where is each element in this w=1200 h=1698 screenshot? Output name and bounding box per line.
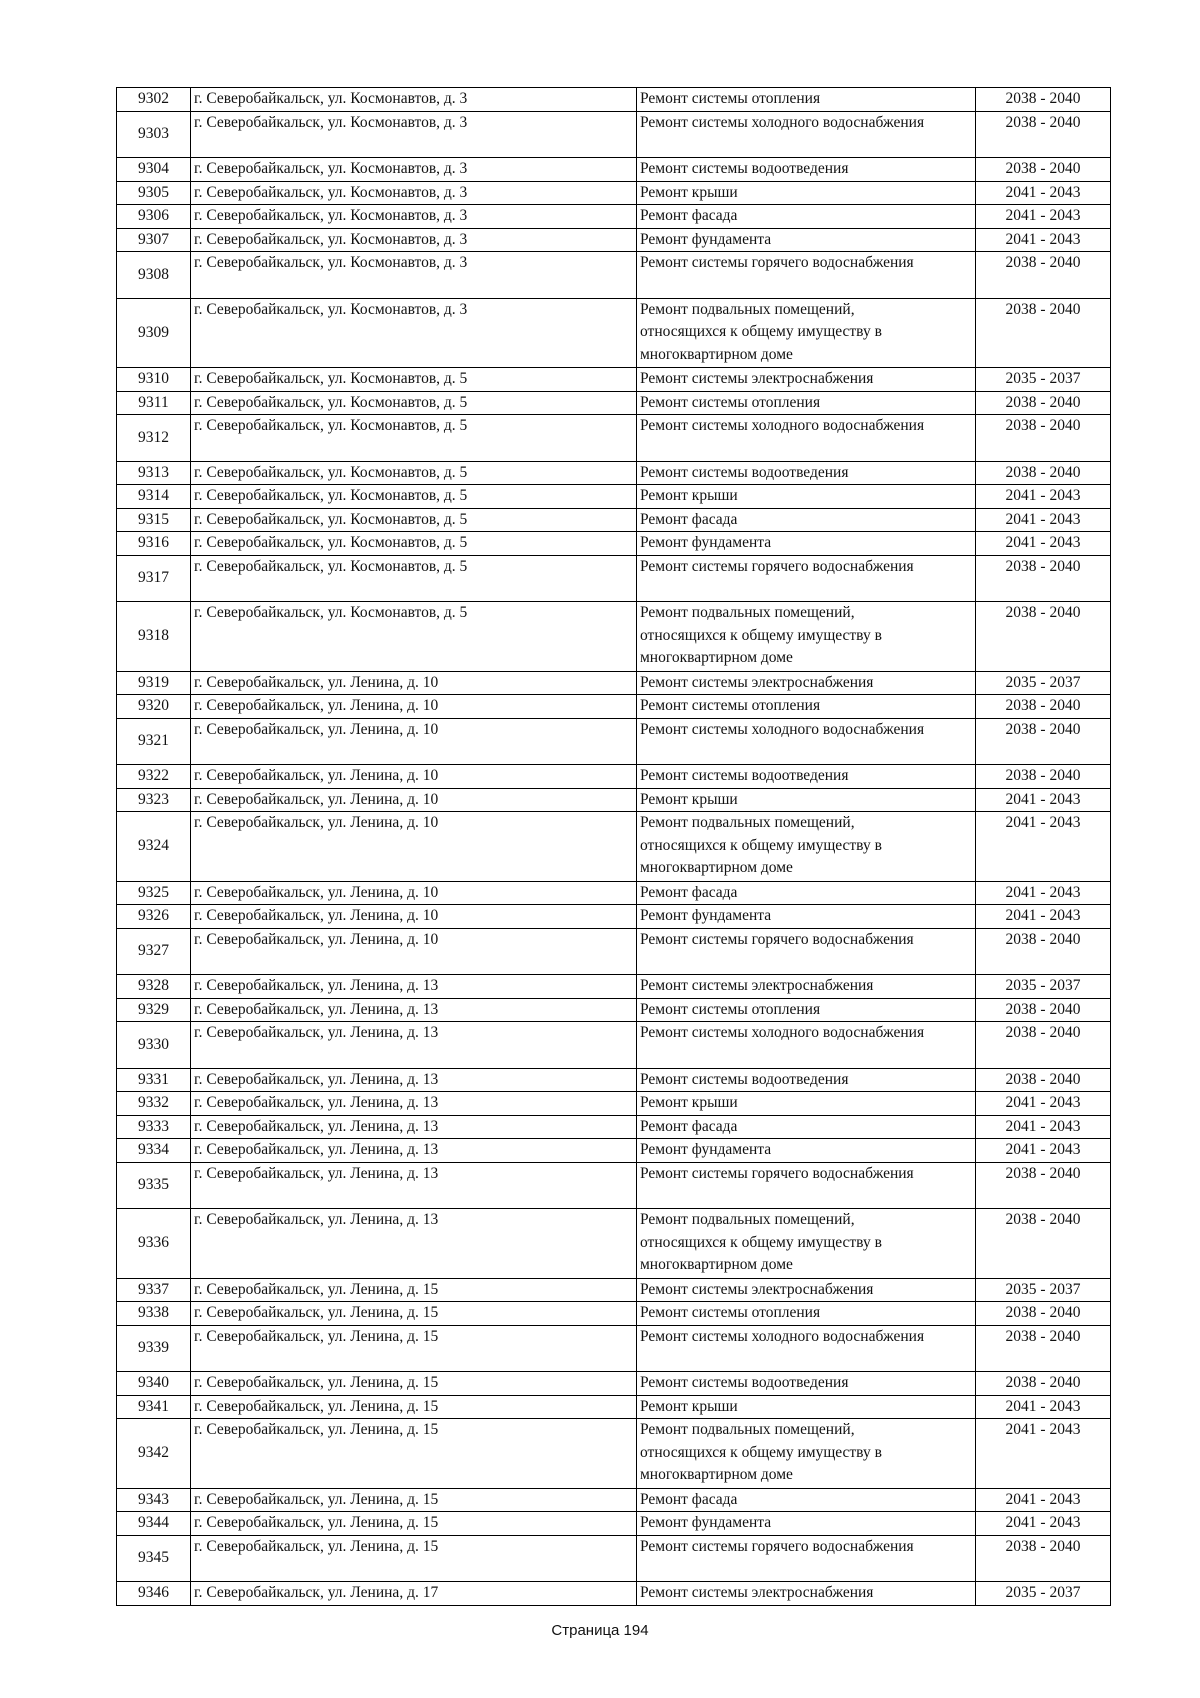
row-address: г. Северобайкальск, ул. Ленина, д. 13 xyxy=(191,998,637,1022)
row-number: 9314 xyxy=(117,485,191,509)
row-address: г. Северобайкальск, ул. Ленина, д. 13 xyxy=(191,1068,637,1092)
table-row xyxy=(117,368,1111,392)
table-row xyxy=(117,228,1111,252)
row-work-type: Ремонт системы горячего водоснабжения xyxy=(637,555,976,602)
row-address: г. Северобайкальск, ул. Ленина, д. 10 xyxy=(191,812,637,882)
row-number: 9332 xyxy=(117,1092,191,1116)
row-number: 9302 xyxy=(117,88,191,112)
row-work-type: Ремонт системы холодного водоснабжения xyxy=(637,111,976,158)
table-row xyxy=(117,765,1111,789)
table-row xyxy=(117,1582,1111,1606)
row-work-type: Ремонт подвальных помещений, относящихся к общему имуществу в многоквартирном доме xyxy=(637,602,976,672)
row-number: 9327 xyxy=(117,928,191,975)
table-row xyxy=(117,1209,1111,1279)
row-number: 9306 xyxy=(117,205,191,229)
table-row xyxy=(117,1512,1111,1536)
row-work-type: Ремонт подвальных помещений, относящихся к общему имуществу в многоквартирном доме xyxy=(637,812,976,882)
row-address: г. Северобайкальск, ул. Ленина, д. 10 xyxy=(191,788,637,812)
row-number: 9303 xyxy=(117,111,191,158)
row-work-type: Ремонт системы электроснабжения xyxy=(637,1278,976,1302)
table-row xyxy=(117,485,1111,509)
row-address: г. Северобайкальск, ул. Космонавтов, д. 3 xyxy=(191,298,637,368)
row-work-type: Ремонт системы электроснабжения xyxy=(637,368,976,392)
row-work-type: Ремонт системы холодного водоснабжения xyxy=(637,415,976,462)
table-row xyxy=(117,718,1111,765)
table-row xyxy=(117,695,1111,719)
table-row xyxy=(117,508,1111,532)
row-address: г. Северобайкальск, ул. Ленина, д. 10 xyxy=(191,928,637,975)
row-work-type: Ремонт фундамента xyxy=(637,228,976,252)
table-row xyxy=(117,1419,1111,1489)
row-address: г. Северобайкальск, ул. Ленина, д. 13 xyxy=(191,1209,637,1279)
table-row xyxy=(117,298,1111,368)
row-address: г. Северобайкальск, ул. Ленина, д. 13 xyxy=(191,1139,637,1163)
table-row xyxy=(117,158,1111,182)
row-number: 9335 xyxy=(117,1162,191,1209)
row-number: 9329 xyxy=(117,998,191,1022)
row-work-type: Ремонт фасада xyxy=(637,1115,976,1139)
row-number: 9319 xyxy=(117,671,191,695)
row-number: 9339 xyxy=(117,1325,191,1372)
row-number: 9331 xyxy=(117,1068,191,1092)
row-address: г. Северобайкальск, ул. Космонавтов, д. 5 xyxy=(191,485,637,509)
row-address: г. Северобайкальск, ул. Ленина, д. 15 xyxy=(191,1535,637,1582)
row-period: 2038 - 2040 xyxy=(976,602,1111,672)
row-period: 2038 - 2040 xyxy=(976,1325,1111,1372)
row-work-type: Ремонт системы горячего водоснабжения xyxy=(637,1162,976,1209)
table-row xyxy=(117,532,1111,556)
row-number: 9322 xyxy=(117,765,191,789)
row-work-type: Ремонт крыши xyxy=(637,485,976,509)
row-period: 2038 - 2040 xyxy=(976,695,1111,719)
table-row xyxy=(117,671,1111,695)
row-number: 9343 xyxy=(117,1488,191,1512)
row-period: 2041 - 2043 xyxy=(976,532,1111,556)
row-address: г. Северобайкальск, ул. Ленина, д. 17 xyxy=(191,1582,637,1606)
table-row xyxy=(117,998,1111,1022)
row-number: 9325 xyxy=(117,881,191,905)
table-row xyxy=(117,88,1111,112)
row-period: 2041 - 2043 xyxy=(976,1419,1111,1489)
row-number: 9346 xyxy=(117,1582,191,1606)
table-row xyxy=(117,205,1111,229)
row-number: 9315 xyxy=(117,508,191,532)
row-period: 2038 - 2040 xyxy=(976,461,1111,485)
row-address: г. Северобайкальск, ул. Ленина, д. 13 xyxy=(191,1092,637,1116)
row-address: г. Северобайкальск, ул. Космонавтов, д. 5 xyxy=(191,508,637,532)
row-period: 2041 - 2043 xyxy=(976,1092,1111,1116)
row-address: г. Северобайкальск, ул. Космонавтов, д. 3 xyxy=(191,205,637,229)
row-address: г. Северобайкальск, ул. Ленина, д. 10 xyxy=(191,695,637,719)
row-period: 2041 - 2043 xyxy=(976,1395,1111,1419)
table-row xyxy=(117,1488,1111,1512)
row-number: 9318 xyxy=(117,602,191,672)
row-work-type: Ремонт фасада xyxy=(637,205,976,229)
row-number: 9308 xyxy=(117,252,191,299)
row-work-type: Ремонт подвальных помещений, относящихся к общему имуществу в многоквартирном доме xyxy=(637,1419,976,1489)
row-address: г. Северобайкальск, ул. Космонавтов, д. 3 xyxy=(191,228,637,252)
row-address: г. Северобайкальск, ул. Ленина, д. 10 xyxy=(191,765,637,789)
row-number: 9320 xyxy=(117,695,191,719)
row-number: 9310 xyxy=(117,368,191,392)
row-number: 9330 xyxy=(117,1022,191,1069)
row-address: г. Северобайкальск, ул. Космонавтов, д. 5 xyxy=(191,368,637,392)
row-work-type: Ремонт системы холодного водоснабжения xyxy=(637,1325,976,1372)
row-work-type: Ремонт подвальных помещений, относящихся к общему имуществу в многоквартирном доме xyxy=(637,1209,976,1279)
row-address: г. Северобайкальск, ул. Ленина, д. 15 xyxy=(191,1372,637,1396)
table-row xyxy=(117,1115,1111,1139)
row-work-type: Ремонт системы электроснабжения xyxy=(637,975,976,999)
row-address: г. Северобайкальск, ул. Ленина, д. 10 xyxy=(191,905,637,929)
row-period: 2035 - 2037 xyxy=(976,671,1111,695)
row-number: 9333 xyxy=(117,1115,191,1139)
row-work-type: Ремонт крыши xyxy=(637,1092,976,1116)
row-number: 9324 xyxy=(117,812,191,882)
row-number: 9328 xyxy=(117,975,191,999)
row-period: 2041 - 2043 xyxy=(976,1115,1111,1139)
table-row xyxy=(117,1278,1111,1302)
row-work-type: Ремонт фундамента xyxy=(637,1512,976,1536)
table-row xyxy=(117,1302,1111,1326)
row-period: 2038 - 2040 xyxy=(976,158,1111,182)
row-period: 2038 - 2040 xyxy=(976,1535,1111,1582)
row-period: 2038 - 2040 xyxy=(976,718,1111,765)
row-period: 2041 - 2043 xyxy=(976,228,1111,252)
row-period: 2035 - 2037 xyxy=(976,1278,1111,1302)
table-row xyxy=(117,928,1111,975)
table-row xyxy=(117,812,1111,882)
row-number: 9313 xyxy=(117,461,191,485)
row-address: г. Северобайкальск, ул. Ленина, д. 10 xyxy=(191,718,637,765)
row-work-type: Ремонт системы водоотведения xyxy=(637,1372,976,1396)
row-work-type: Ремонт системы отопления xyxy=(637,88,976,112)
row-number: 9309 xyxy=(117,298,191,368)
row-work-type: Ремонт системы горячего водоснабжения xyxy=(637,1535,976,1582)
row-number: 9304 xyxy=(117,158,191,182)
row-address: г. Северобайкальск, ул. Космонавтов, д. 3 xyxy=(191,181,637,205)
row-work-type: Ремонт системы отопления xyxy=(637,391,976,415)
row-period: 2038 - 2040 xyxy=(976,1068,1111,1092)
table-row xyxy=(117,1395,1111,1419)
row-work-type: Ремонт системы водоотведения xyxy=(637,1068,976,1092)
table-row xyxy=(117,111,1111,158)
row-period: 2038 - 2040 xyxy=(976,391,1111,415)
row-address: г. Северобайкальск, ул. Космонавтов, д. 5 xyxy=(191,532,637,556)
row-number: 9317 xyxy=(117,555,191,602)
row-number: 9312 xyxy=(117,415,191,462)
row-work-type: Ремонт фундамента xyxy=(637,1139,976,1163)
row-period: 2038 - 2040 xyxy=(976,1162,1111,1209)
row-number: 9340 xyxy=(117,1372,191,1396)
row-work-type: Ремонт фундамента xyxy=(637,905,976,929)
row-period: 2041 - 2043 xyxy=(976,788,1111,812)
row-address: г. Северобайкальск, ул. Ленина, д. 15 xyxy=(191,1488,637,1512)
table-row xyxy=(117,1139,1111,1163)
row-address: г. Северобайкальск, ул. Ленина, д. 15 xyxy=(191,1325,637,1372)
row-work-type: Ремонт системы отопления xyxy=(637,1302,976,1326)
row-address: г. Северобайкальск, ул. Ленина, д. 13 xyxy=(191,1162,637,1209)
row-work-type: Ремонт системы отопления xyxy=(637,998,976,1022)
table-row xyxy=(117,602,1111,672)
row-period: 2038 - 2040 xyxy=(976,1302,1111,1326)
row-number: 9334 xyxy=(117,1139,191,1163)
row-address: г. Северобайкальск, ул. Ленина, д. 15 xyxy=(191,1395,637,1419)
row-period: 2041 - 2043 xyxy=(976,205,1111,229)
table-row xyxy=(117,391,1111,415)
row-work-type: Ремонт системы холодного водоснабжения xyxy=(637,718,976,765)
row-period: 2038 - 2040 xyxy=(976,928,1111,975)
row-number: 9345 xyxy=(117,1535,191,1582)
row-period: 2035 - 2037 xyxy=(976,975,1111,999)
row-number: 9326 xyxy=(117,905,191,929)
row-address: г. Северобайкальск, ул. Космонавтов, д. 3 xyxy=(191,158,637,182)
row-work-type: Ремонт системы электроснабжения xyxy=(637,671,976,695)
row-number: 9305 xyxy=(117,181,191,205)
table-row xyxy=(117,1022,1111,1069)
row-work-type: Ремонт крыши xyxy=(637,788,976,812)
row-work-type: Ремонт системы холодного водоснабжения xyxy=(637,1022,976,1069)
row-address: г. Северобайкальск, ул. Космонавтов, д. 5 xyxy=(191,391,637,415)
row-work-type: Ремонт фундамента xyxy=(637,532,976,556)
row-number: 9307 xyxy=(117,228,191,252)
table-row xyxy=(117,881,1111,905)
row-number: 9336 xyxy=(117,1209,191,1279)
table-row xyxy=(117,461,1111,485)
row-number: 9344 xyxy=(117,1512,191,1536)
table-row xyxy=(117,1068,1111,1092)
row-address: г. Северобайкальск, ул. Космонавтов, д. 5 xyxy=(191,555,637,602)
row-address: г. Северобайкальск, ул. Космонавтов, д. 3 xyxy=(191,88,637,112)
table-body xyxy=(117,88,1111,1606)
row-period: 2038 - 2040 xyxy=(976,1022,1111,1069)
table-row xyxy=(117,905,1111,929)
row-number: 9337 xyxy=(117,1278,191,1302)
row-number: 9338 xyxy=(117,1302,191,1326)
row-work-type: Ремонт системы водоотведения xyxy=(637,765,976,789)
row-period: 2041 - 2043 xyxy=(976,181,1111,205)
row-number: 9321 xyxy=(117,718,191,765)
row-period: 2041 - 2043 xyxy=(976,485,1111,509)
table-row xyxy=(117,788,1111,812)
row-number: 9323 xyxy=(117,788,191,812)
row-period: 2038 - 2040 xyxy=(976,111,1111,158)
row-address: г. Северобайкальск, ул. Ленина, д. 13 xyxy=(191,1115,637,1139)
row-period: 2041 - 2043 xyxy=(976,1488,1111,1512)
table-row xyxy=(117,1092,1111,1116)
row-work-type: Ремонт подвальных помещений, относящихся к общему имуществу в многоквартирном доме xyxy=(637,298,976,368)
row-period: 2038 - 2040 xyxy=(976,415,1111,462)
row-address: г. Северобайкальск, ул. Ленина, д. 15 xyxy=(191,1302,637,1326)
row-address: г. Северобайкальск, ул. Ленина, д. 13 xyxy=(191,1022,637,1069)
row-period: 2038 - 2040 xyxy=(976,298,1111,368)
row-address: г. Северобайкальск, ул. Ленина, д. 13 xyxy=(191,975,637,999)
table-row xyxy=(117,1535,1111,1582)
row-address: г. Северобайкальск, ул. Ленина, д. 15 xyxy=(191,1512,637,1536)
row-period: 2038 - 2040 xyxy=(976,555,1111,602)
row-address: г. Северобайкальск, ул. Космонавтов, д. 3 xyxy=(191,252,637,299)
row-number: 9311 xyxy=(117,391,191,415)
row-address: г. Северобайкальск, ул. Ленина, д. 10 xyxy=(191,671,637,695)
repair-schedule-table xyxy=(116,87,1111,1606)
row-period: 2041 - 2043 xyxy=(976,812,1111,882)
row-work-type: Ремонт крыши xyxy=(637,1395,976,1419)
row-work-type: Ремонт крыши xyxy=(637,181,976,205)
row-period: 2038 - 2040 xyxy=(976,88,1111,112)
row-address: г. Северобайкальск, ул. Ленина, д. 15 xyxy=(191,1278,637,1302)
row-period: 2041 - 2043 xyxy=(976,881,1111,905)
row-address: г. Северобайкальск, ул. Космонавтов, д. 3 xyxy=(191,111,637,158)
row-number: 9341 xyxy=(117,1395,191,1419)
row-period: 2038 - 2040 xyxy=(976,1209,1111,1279)
row-period: 2041 - 2043 xyxy=(976,508,1111,532)
row-work-type: Ремонт системы водоотведения xyxy=(637,461,976,485)
row-address: г. Северобайкальск, ул. Ленина, д. 15 xyxy=(191,1419,637,1489)
row-work-type: Ремонт системы горячего водоснабжения xyxy=(637,928,976,975)
table-row xyxy=(117,1325,1111,1372)
row-work-type: Ремонт системы водоотведения xyxy=(637,158,976,182)
row-address: г. Северобайкальск, ул. Космонавтов, д. 5 xyxy=(191,602,637,672)
row-address: г. Северобайкальск, ул. Космонавтов, д. 5 xyxy=(191,415,637,462)
row-period: 2041 - 2043 xyxy=(976,905,1111,929)
table-row xyxy=(117,555,1111,602)
row-number: 9342 xyxy=(117,1419,191,1489)
row-period: 2038 - 2040 xyxy=(976,252,1111,299)
row-period: 2038 - 2040 xyxy=(976,765,1111,789)
table-row xyxy=(117,975,1111,999)
row-address: г. Северобайкальск, ул. Космонавтов, д. 5 xyxy=(191,461,637,485)
row-work-type: Ремонт системы горячего водоснабжения xyxy=(637,252,976,299)
row-work-type: Ремонт фасада xyxy=(637,881,976,905)
row-work-type: Ремонт системы электроснабжения xyxy=(637,1582,976,1606)
table-row xyxy=(117,1162,1111,1209)
row-period: 2035 - 2037 xyxy=(976,1582,1111,1606)
table-row xyxy=(117,252,1111,299)
row-period: 2041 - 2043 xyxy=(976,1139,1111,1163)
row-address: г. Северобайкальск, ул. Ленина, д. 10 xyxy=(191,881,637,905)
row-period: 2035 - 2037 xyxy=(976,368,1111,392)
page-number: Страница 194 xyxy=(551,1622,649,1639)
row-work-type: Ремонт фасада xyxy=(637,508,976,532)
row-period: 2038 - 2040 xyxy=(976,1372,1111,1396)
row-number: 9316 xyxy=(117,532,191,556)
row-work-type: Ремонт фасада xyxy=(637,1488,976,1512)
row-period: 2038 - 2040 xyxy=(976,998,1111,1022)
row-work-type: Ремонт системы отопления xyxy=(637,695,976,719)
table-row xyxy=(117,181,1111,205)
table-row xyxy=(117,415,1111,462)
row-period: 2041 - 2043 xyxy=(976,1512,1111,1536)
table-row xyxy=(117,1372,1111,1396)
